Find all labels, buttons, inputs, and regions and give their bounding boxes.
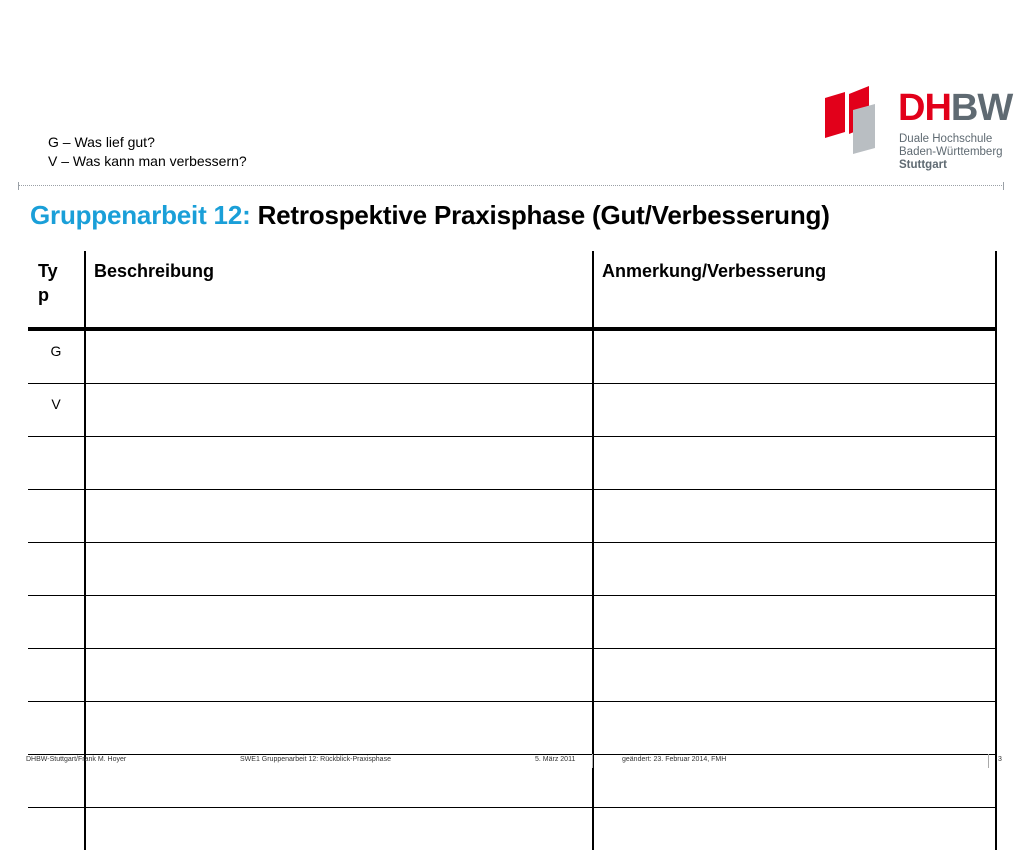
dhbw-logo [823, 84, 1003, 176]
cell-beschreibung[interactable] [85, 384, 593, 437]
header-typ [28, 251, 85, 329]
header-typ-line2: p [38, 285, 49, 305]
table-row [28, 596, 996, 649]
footer-separator [988, 754, 989, 768]
cell-typ[interactable]: V [28, 384, 85, 437]
slide-footer [0, 754, 1024, 768]
cell-typ[interactable] [28, 649, 85, 702]
cell-typ[interactable] [28, 808, 85, 850]
cell-beschreibung[interactable] [85, 329, 593, 384]
wordmark-dh: DH [898, 87, 951, 129]
footer-author: DHBW-Stuttgart/Frank M. Hoyer [26, 756, 126, 763]
table-row [28, 808, 996, 850]
header-divider [18, 185, 1004, 186]
legend-improve: V – Was kann man verbessern? [48, 152, 247, 171]
footer-course: SWE1 Gruppenarbeit 12: Rückblick-Praxisphase [240, 756, 391, 763]
cell-beschreibung[interactable] [85, 543, 593, 596]
cell-anmerkung[interactable] [593, 384, 996, 437]
wordmark-bw: BW [951, 87, 1012, 129]
cell-anmerkung[interactable] [593, 490, 996, 543]
cell-anmerkung[interactable] [593, 596, 996, 649]
cell-anmerkung[interactable] [593, 702, 996, 755]
slide-title-rest: Retrospektive Praxisphase (Gut/Verbesserung) [258, 200, 830, 230]
cell-beschreibung[interactable] [85, 437, 593, 490]
cell-beschreibung[interactable] [85, 596, 593, 649]
cell-anmerkung[interactable] [593, 808, 996, 850]
header-anmerkung: Anmerkung/Verbesserung [593, 251, 996, 329]
table-row [28, 649, 996, 702]
header-typ-line1: Ty [38, 261, 58, 281]
cell-anmerkung[interactable] [593, 543, 996, 596]
cell-beschreibung[interactable] [85, 702, 593, 755]
table-header-row [28, 251, 996, 329]
table-row [28, 384, 996, 437]
table-row [28, 437, 996, 490]
cell-anmerkung[interactable] [593, 329, 996, 384]
slide-title [30, 200, 830, 231]
legend [48, 133, 247, 171]
footer-page-number: 3 [998, 756, 1002, 763]
logo-line-3: Stuttgart [899, 159, 1003, 172]
table-row [28, 490, 996, 543]
cell-typ[interactable] [28, 596, 85, 649]
table-row [28, 702, 996, 755]
logo-line-2: Baden-Württemberg [899, 146, 1003, 159]
cell-typ[interactable] [28, 437, 85, 490]
footer-changed: geändert: 23. Februar 2014, FMH [622, 756, 726, 763]
dhbw-wordmark [898, 88, 1012, 128]
logo-line-1: Duale Hochschule [899, 133, 1003, 146]
table-row [28, 543, 996, 596]
dhbw-subtitle [899, 133, 1003, 172]
footer-date: 5. März 2011 [535, 756, 575, 763]
table-row [28, 329, 996, 384]
cell-typ[interactable] [28, 543, 85, 596]
cell-beschreibung[interactable] [85, 490, 593, 543]
legend-good: G – Was lief gut? [48, 133, 247, 152]
dhbw-logo-mark-icon [823, 84, 883, 156]
cell-beschreibung[interactable] [85, 808, 593, 850]
cell-typ[interactable] [28, 490, 85, 543]
cell-anmerkung[interactable] [593, 649, 996, 702]
cell-beschreibung[interactable] [85, 649, 593, 702]
slide-title-lead: Gruppenarbeit 12: [30, 200, 251, 230]
cell-typ[interactable]: G [28, 329, 85, 384]
cell-typ[interactable] [28, 702, 85, 755]
footer-separator [592, 754, 593, 768]
header-beschreibung: Beschreibung [85, 251, 593, 329]
cell-anmerkung[interactable] [593, 437, 996, 490]
